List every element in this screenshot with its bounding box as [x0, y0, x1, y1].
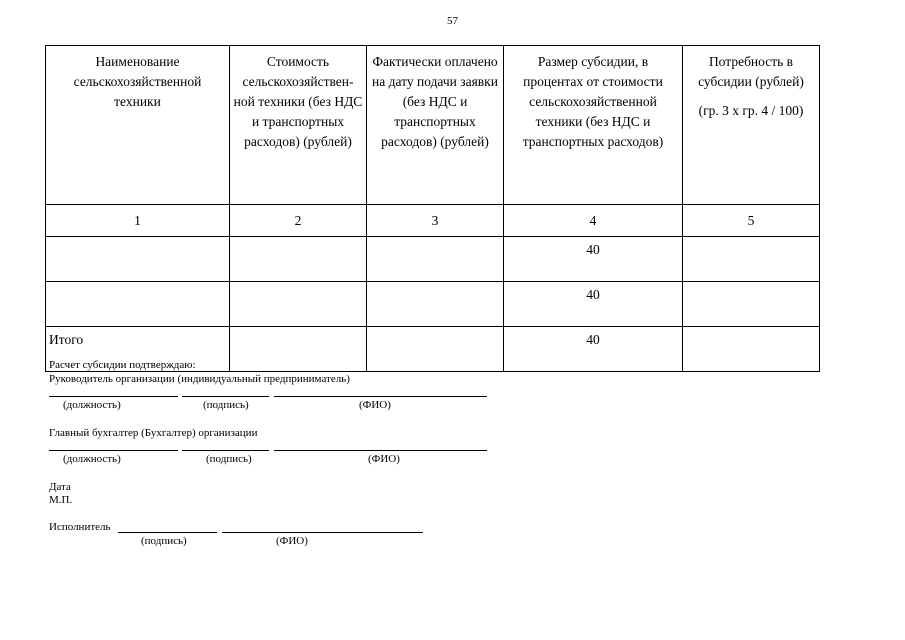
column-number-row: [46, 205, 820, 237]
table-row: [46, 282, 820, 327]
column-number: 2: [230, 205, 367, 237]
column-number: 1: [46, 205, 230, 237]
accountant-title: Главный бухгалтер (Бухгалтер) организации: [49, 427, 258, 439]
position-caption: (должность): [63, 453, 121, 465]
table-cell: 40: [504, 237, 683, 282]
position-caption: (должность): [63, 399, 121, 411]
table-cell: 40: [504, 282, 683, 327]
signature-caption: (подпись): [206, 453, 252, 465]
table-header-row: [46, 46, 820, 205]
column-number: 4: [504, 205, 683, 237]
head-title: Руководитель организации (индивидуальный предприниматель): [49, 373, 350, 385]
executor-label: Исполнитель: [49, 521, 111, 533]
formula-text: (гр. 3 х гр. 4 / 100): [698, 103, 804, 118]
table-cell: [683, 237, 820, 282]
header-cell: Наименование сельскохозяйственной техники: [46, 46, 230, 205]
table-cell: [367, 237, 504, 282]
table-cell: 40: [504, 327, 683, 372]
column-number: 3: [367, 205, 504, 237]
signature-caption: (подпись): [141, 535, 187, 547]
signature-line: [274, 396, 487, 397]
signature-caption: (подпись): [203, 399, 249, 411]
table-cell: [230, 327, 367, 372]
table-row: [46, 237, 820, 282]
page-number: 57: [447, 15, 458, 27]
fio-caption: (ФИО): [359, 399, 391, 411]
signature-line: [118, 532, 217, 533]
signature-line: [49, 450, 178, 451]
column-number: 5: [683, 205, 820, 237]
table-cell: [367, 327, 504, 372]
stamp-label: М.П.: [49, 494, 73, 506]
fio-caption: (ФИО): [368, 453, 400, 465]
table-cell: [230, 237, 367, 282]
signature-line: [222, 532, 423, 533]
signature-line: [274, 450, 487, 451]
table-cell: [683, 327, 820, 372]
subsidy-table: [45, 45, 820, 372]
confirm-text: Расчет субсидии подтверждаю:: [49, 359, 196, 371]
table-cell: [367, 282, 504, 327]
date-label: Дата: [49, 481, 71, 493]
total-label: Итого: [46, 327, 230, 372]
table-cell: [46, 237, 230, 282]
fio-caption: (ФИО): [276, 535, 308, 547]
header-cell: Фактически оплачено на дату подачи заявки (без НДС и транспортных расходов) (рублей): [367, 46, 504, 205]
table-cell: [230, 282, 367, 327]
header-cell: Потребность в субсидии (рублей) (гр. 3 х гр. 4 / 100): [683, 46, 820, 205]
header-cell: Стоимость сельскохозяйствен-ной техники (без НДС и транспортных расходов) (рублей): [230, 46, 367, 205]
table-cell: [46, 282, 230, 327]
signature-line: [182, 396, 269, 397]
signature-line: [49, 396, 178, 397]
table-cell: [683, 282, 820, 327]
header-cell: Размер субсидии, в процентах от стоимости сельскохозяйственной техники (без НДС и транспортных расходов): [504, 46, 683, 205]
signature-line: [182, 450, 269, 451]
